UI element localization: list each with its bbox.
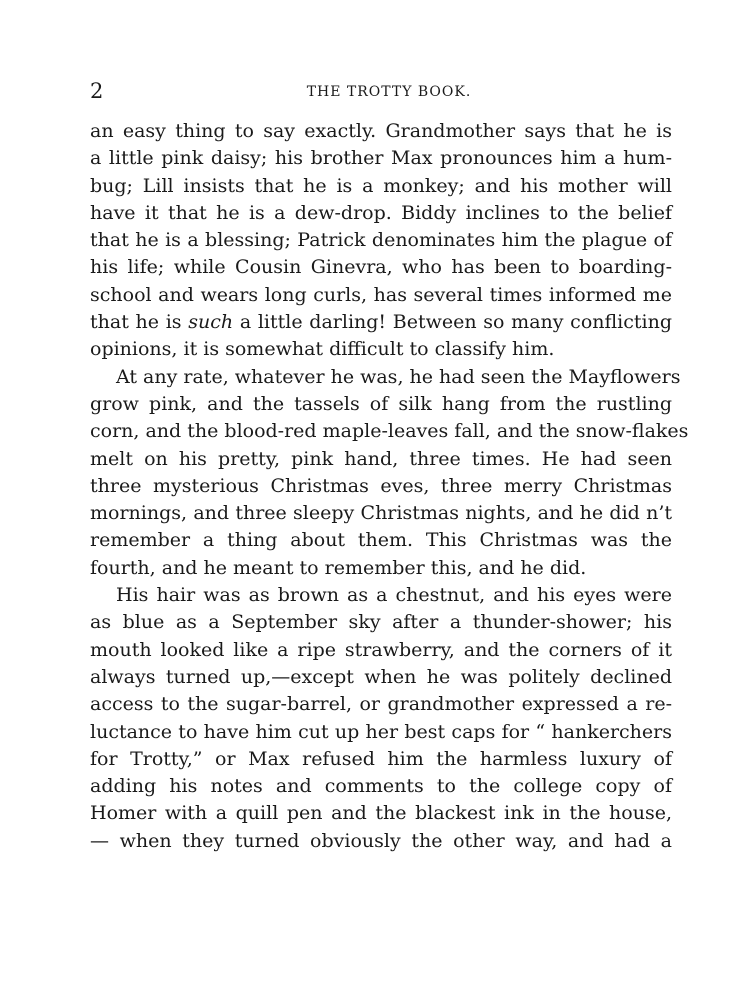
text-line: have it that he is a dew-drop. Biddy inclines to the belief xyxy=(90,201,672,224)
text-line: fourth, and he meant to remember this, and he did. xyxy=(90,556,587,579)
text-line: that he is a blessing; Patrick denominates him the plague of xyxy=(90,229,672,252)
page-header xyxy=(90,78,672,104)
text-line: always turned up,—except when he was politely declined xyxy=(90,665,672,688)
text-line: access to the sugar-barrel, or grandmother expressed a re- xyxy=(90,693,672,716)
italic-emphasis: such xyxy=(188,311,234,334)
text-line: three mysterious Christmas eves, three merry Christmas xyxy=(90,474,672,497)
text-line: school and wears long curls, has several times informed me xyxy=(90,283,672,306)
book-page xyxy=(90,78,689,855)
text-line: luctance to have him cut up her best caps for “ hankerchers xyxy=(90,720,672,743)
text-line: melt on his pretty, pink hand, three times. He had seen xyxy=(90,447,672,470)
text-line: grow pink, and the tassels of silk hang from the rustling xyxy=(90,392,672,415)
text-line: as blue as a September sky after a thunder-shower; his xyxy=(90,611,672,634)
text-line: a little pink daisy; his brother Max pronounces him a hum- xyxy=(90,147,672,170)
page-number: 2 xyxy=(90,79,104,103)
text-line: corn, and the blood-red maple-leaves fall, and the snow-flakes xyxy=(90,420,689,443)
text-line xyxy=(90,309,672,336)
text-line: for Trotty,” or Max refused him the harmless luxury of xyxy=(90,747,672,770)
text-line: — when they turned obviously the other way, and had a xyxy=(90,829,672,852)
text-line: an easy thing to say exactly. Grandmother says that he is xyxy=(90,120,672,142)
text-line: remember a thing about them. This Christmas was the xyxy=(90,529,672,552)
text-line: bug; Lill insists that he is a monkey; and his mother will xyxy=(90,174,672,197)
text-line: his life; while Cousin Ginevra, who has been to boarding- xyxy=(90,256,672,279)
paragraph-1 xyxy=(90,118,672,364)
text-line: mouth looked like a ripe strawberry, and the corners of it xyxy=(90,638,672,661)
text-segment: that he is xyxy=(90,311,189,334)
text-line: At any rate, whatever he was, he had seen the Mayflowers xyxy=(116,365,681,388)
text-line: opinions, it is somewhat difficult to classify him. xyxy=(90,338,555,361)
text-segment: a little darling! Between so many conflicting xyxy=(233,311,673,334)
paragraph-3 xyxy=(90,582,672,855)
running-head: THE TROTTY BOOK. xyxy=(306,84,472,100)
text-line: adding his notes and comments to the college copy of xyxy=(90,775,672,798)
text-line: His hair was as brown as a chestnut, and his eyes were xyxy=(116,584,672,607)
text-line: Homer with a quill pen and the blackest ink in the house, xyxy=(90,802,672,825)
text-line: mornings, and three sleepy Christmas nights, and he did n’t xyxy=(90,502,672,525)
paragraph-2 xyxy=(90,364,689,582)
